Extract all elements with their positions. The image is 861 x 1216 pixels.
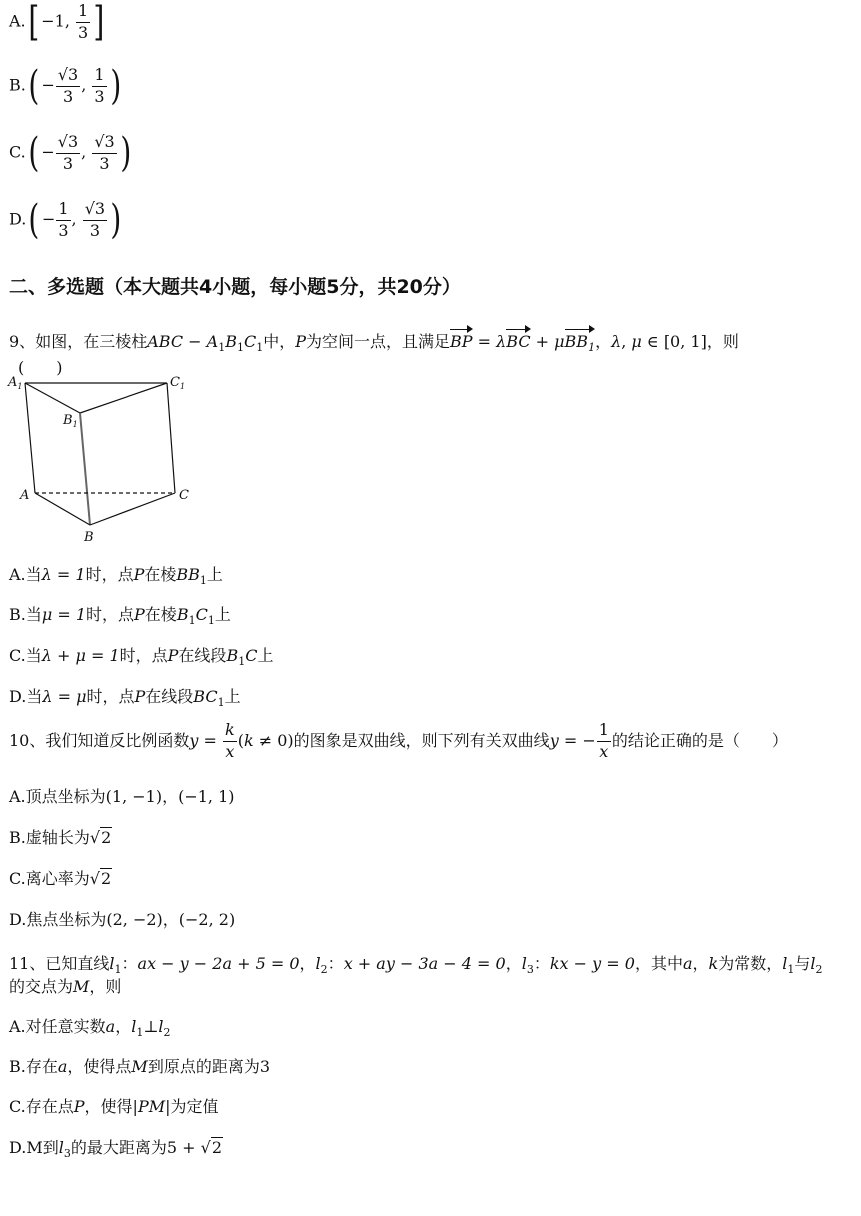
q10-option-c: C.离心率为√2 xyxy=(9,869,112,888)
label-a1: $A_1$ xyxy=(8,375,23,391)
q10-stem: 10、我们知道反比例函数y = $\frac{k}{x}$ (k ≠ 0)的图象是双曲线，则下列有关双曲线y = − $\frac{1}{x}$ 的结论正确的是（ ） xyxy=(9,720,788,761)
label-b: B xyxy=(84,530,94,545)
edge-a1a xyxy=(25,383,35,493)
q11-stem-line2: 的交点为M，则 xyxy=(9,977,122,996)
label-b1: $B_1$ xyxy=(63,413,78,429)
prism-figure xyxy=(0,370,200,550)
q9-option-a: A.当λ = 1时，点P在棱$BB_1$上 xyxy=(9,565,223,588)
q9-option-b: B.当μ = 1时，点P在棱$B_1C_1$上 xyxy=(9,605,231,628)
q11-option-a: A.对任意实数a，$l_1\perp l_2$ xyxy=(9,1017,171,1040)
label-c: C xyxy=(179,488,189,503)
edge-a1b1 xyxy=(25,383,80,413)
q8-option-b: B.( − $\frac{√3}{3}$ , $\frac{1}{3}$ ) xyxy=(9,63,121,109)
q8-option-d: D.( − $\frac{1}{3}$ , $\frac{√3}{3}$ ) xyxy=(9,197,122,243)
section-title: 二、多选题（本大题共4小题，每小题5分，共20分） xyxy=(9,276,461,298)
q9-stem: 9、如图，在三棱柱ABC − $A_1B_1C_1$中，P为空间一点，且满足BP = λBC + μBB$_1$，λ, μ ∈ [0, 1]，则 xyxy=(9,328,739,354)
edge-ab xyxy=(35,493,90,525)
q10-option-b: B.虚轴长为√2 xyxy=(9,828,112,847)
edge-c1c xyxy=(167,383,175,493)
q9-option-c: C.当λ + μ = 1时，点P在线段$B_1C$上 xyxy=(9,646,274,669)
q9-option-d: D.当λ = μ时，点P在线段$BC_1$上 xyxy=(9,687,241,710)
q10-option-a: A.顶点坐标为(1, −1)，(−1, 1) xyxy=(9,787,235,806)
q11-option-b: B.存在a，使得点M到原点的距离为3 xyxy=(9,1057,270,1076)
edge-b1b xyxy=(80,413,90,525)
q11-stem-line1: 11、已知直线$l_1$：ax − y − 2a + 5 = 0，$l_2$：x + ay − 3a − 4 = 0，$l_3$：kx − y = 0，其中a，k为常数，$l_1$与$l_2$ xyxy=(9,954,823,977)
q11-option-c: C.存在点P，使得|PM|为定值 xyxy=(9,1097,219,1116)
q11-option-d: D.M到$l_3$的最大距离为5 + √2 xyxy=(9,1138,223,1161)
q8-option-a: A.[ −1, $\frac{1}{3}$ ] xyxy=(9,0,105,45)
q9-paren: ( ) xyxy=(18,358,63,377)
label-a: A xyxy=(20,488,30,503)
edge-b1c1 xyxy=(80,383,167,413)
q10-option-d: D.焦点坐标为(2, −2)，(−2, 2) xyxy=(9,910,236,929)
q8-option-c: C.( − $\frac{√3}{3}$ , $\frac{√3}{3}$ ) xyxy=(9,130,131,176)
label-c1: $C_1$ xyxy=(170,375,186,391)
edge-bc xyxy=(90,493,175,525)
